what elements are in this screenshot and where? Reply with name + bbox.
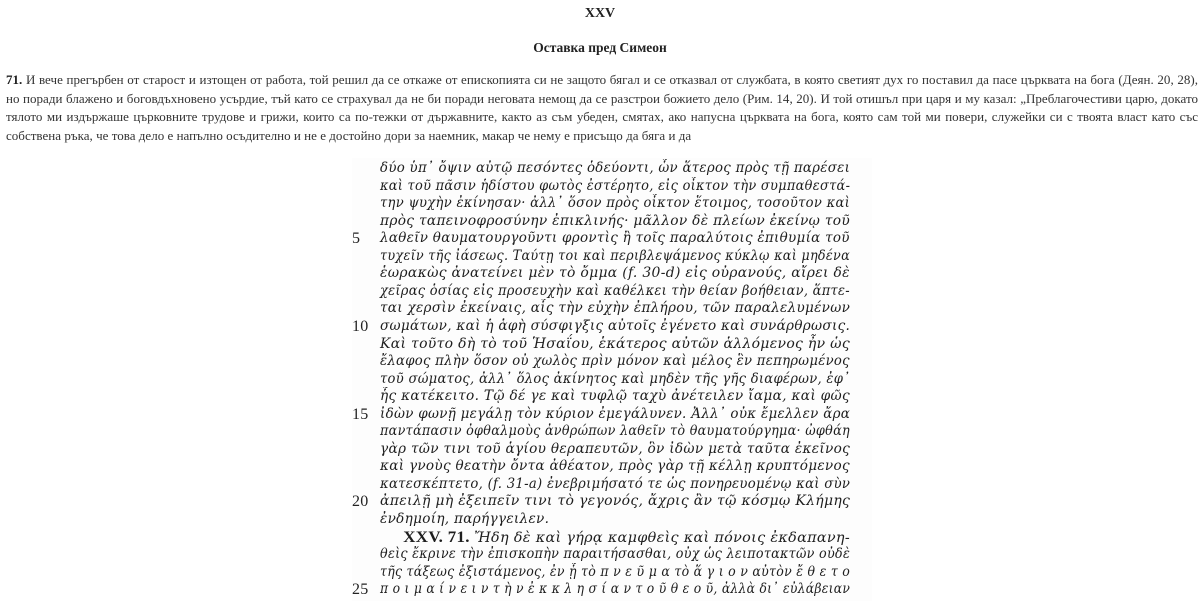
greek-text: καὶ τοῦ πᾶσιν ἡδίστου φωτὸς ἐστέρητο, εἰς οἶκτον τὴν συμπαθεστά-: [380, 177, 851, 194]
line-number: 20: [352, 493, 369, 511]
greek-line-text: [380, 160, 850, 176]
greek-text-scan: [352, 158, 872, 601]
greek-text: γὰρ τῶν τινι τοῦ ἁγίου θεραπευτῶν, ὃν ἰδὼν μετὰ ταῦτα ἐκεῖνος: [380, 440, 851, 457]
greek-line-text: [380, 406, 850, 422]
greek-line-text: [380, 458, 850, 474]
greek-text: θεὶς ἔκρινε τὴν ἐπισκοπὴν παραιτήσασθαι, οὐχ ὡς λειποτακτῶν οὐδὲ: [380, 546, 851, 563]
greek-line: [352, 581, 872, 601]
greek-text: την ψυχὴν ἐκίνησαν· ἀλλ᾽ ὅσον πρὸς οἶκτον ἕτοιμος, τοσοῦτον καὶ: [380, 195, 851, 212]
greek-line-text: [380, 476, 850, 492]
greek-text: τοῦ σώματος, ἀλλ᾽ ὅλος ἀκίνητος καὶ μηδὲν τῆς γῆς διαφέρων, ἐφ᾽: [380, 370, 851, 387]
greek-text: λαθεῖν θαυματουργοῦντι φροντὶς ἢ τοῖς παραλύτοις ἐπιθυμία τοῦ: [380, 230, 850, 247]
greek-text: π ο ι μ α ί ν ε ι ν τ ὴ ν ἐ κ κ λ η σ ί α ν τ ο ῦ θ ε ο ῦ, ἀλλὰ δι᾽ εὐλάβειαν: [380, 581, 851, 598]
greek-line-text: [380, 178, 850, 194]
greek-text: ἧς κατέκειτο. Τῷ δέ γε καὶ τυφλῷ ταχὺ ἀνέτειλεν ἴαμα, καὶ φῶς: [380, 388, 851, 405]
line-number: 10: [352, 317, 369, 335]
greek-line-text: [380, 493, 850, 509]
greek-line-text: [380, 195, 850, 211]
greek-text: ἔλαφος πλὴν ὅσον οὐ χωλὸς πρὶν μόνον καὶ μέλος ἓν πεπηρωμένος: [380, 353, 850, 370]
greek-line-text: [380, 213, 850, 229]
greek-text: πρὸς ταπεινοφροσύνην ἐπικλινής· μᾶλλον δὲ πλείων ἐκείνῳ τοῦ: [380, 212, 851, 229]
greek-line-text: [380, 423, 850, 439]
greek-line-text: [380, 388, 850, 404]
greek-text: χεῖρας ὁσίας εἰς προσευχὴν καὶ καθέλκει τὴν θείαν βοήθειαν, ἅπτε-: [380, 282, 850, 299]
greek-text: τυχεῖν τῆς ἰάσεως. Ταύτῃ τοι καὶ περιβλεψάμενος κύκλῳ καὶ μηδένα: [380, 247, 851, 264]
greek-line-text: [380, 230, 850, 246]
greek-text: δύο ὑπ᾽ ὄψιν αὐτῷ πεσόντες ὁδεύοντι, ὧν ἅτερος πρὸς τῇ παρέσει: [380, 160, 851, 176]
greek-line-text: [380, 581, 850, 597]
greek-text: κατεσκέπτετο, (f. 31-a) ἐνεβριμήσατό τε ὡς πονηρευομένῳ καὶ σὺν: [380, 475, 851, 492]
greek-line-text: [380, 248, 850, 264]
greek-text: τῆς τάξεως ἐξιστάμενος, ἐν ᾗ τὸ π ν ε ῦ μ α τὸ ἅ γ ι ο ν αὐτὸν ἔ θ ε τ ο: [380, 563, 851, 580]
greek-text: σωμάτων, καὶ ἡ ἁφὴ σύσφιγξις αὐτοῖς ἐγένετο καὶ συνάρθρωσις.: [380, 317, 851, 334]
greek-line-text: [380, 371, 850, 387]
greek-line-text: [380, 283, 850, 299]
greek-text: παντάπασιν ὀφθαλμοὺς ἀνθρώπων λαθεῖν τὸ θαυματούργημα· ὠφθάη: [380, 423, 850, 440]
greek-text: καὶ γνοὺς θεατὴν ὄντα ἀθέατον, πρὸς γὰρ τῇ κέλλῃ κρυπτόμενος: [380, 458, 850, 475]
greek-text: Ἤδη δὲ καὶ γήρᾳ καμφθεὶς καὶ πόνοις ἐκδαπανη-: [474, 529, 851, 546]
greek-text: ἀπειλῇ μὴ ἐξειπεῖν τινι τὸ γεγονός, ἄχρις ἂν τῷ κόσμῳ Κλήμης: [380, 493, 851, 510]
paragraph-number: 71.: [6, 72, 23, 87]
greek-text: ἐνδημοίη, παρήγγειλεν.: [380, 511, 550, 527]
greek-line-text: [380, 336, 850, 352]
chapter-title: Оставка пред Симеон: [533, 40, 667, 55]
section-heading: XXV. 71.: [403, 528, 470, 546]
greek-line-text: [380, 318, 850, 334]
greek-text: ται χερσὶν ἐκείναις, αἷς τὴν εὐχὴν ἐπλήρου, τῶν παραλελυμένων: [380, 300, 851, 317]
greek-line-text: [380, 546, 850, 562]
line-number: 5: [352, 230, 361, 248]
greek-text: Καὶ τοῦτο δὴ τὸ τοῦ Ἡσαΐου, ἑκάτερος αὐτῶν ἁλλόμενος ἦν ὡς: [380, 335, 851, 352]
line-number: 15: [352, 405, 369, 423]
greek-text: ἑωρακὼς ἀνατείνει μὲν τὸ ὄμμα (f. 30-d) εἰς οὐρανούς, αἴρει δὲ: [380, 265, 850, 282]
greek-line-text: [380, 300, 850, 316]
translation-paragraph: [6, 71, 1198, 145]
greek-line-text: [380, 265, 850, 281]
line-number: 25: [352, 581, 369, 599]
greek-line-text: [380, 353, 850, 369]
greek-line-text: [380, 511, 549, 527]
greek-line-text: [380, 529, 850, 547]
greek-text: ἰδὼν φωνῇ μεγάλῃ τὸν κύριον ἐμεγάλυνεν. Ἀλλ᾽ οὐκ ἔμελλεν ἄρα: [380, 405, 851, 422]
chapter-number: XXV: [584, 6, 616, 21]
greek-line-text: [380, 441, 850, 457]
paragraph-text: И вече прегърбен от старост и изтощен от работа, той решил да се откаже от епископията си не защото бягал и се отказвал от службата, в която светият дух го поставил да пасе църквата на бога (Деян. 20, 28), но поради блажено и боговдъхновено усърдие, тъй като се страхувал да не би поради неговата немощ да се разстрои божието дело (Рим. 14, 20). И той отишъл при царя и му казал: „Преблагочестиви царю, докато тялото ми издържаше църковните трудове и грижи, които са по-тежки от държавните, както аз съм убеден, смятах, ако напусна църквата на бога, която сам той ми повери, служейки си с твоята власт като със собствена ръка, че това дело е напълно осъдително и не е достойно дори за наемник, макар че нему е присъщо да бяга и да: [6, 72, 1198, 143]
greek-line-text: [380, 564, 850, 580]
